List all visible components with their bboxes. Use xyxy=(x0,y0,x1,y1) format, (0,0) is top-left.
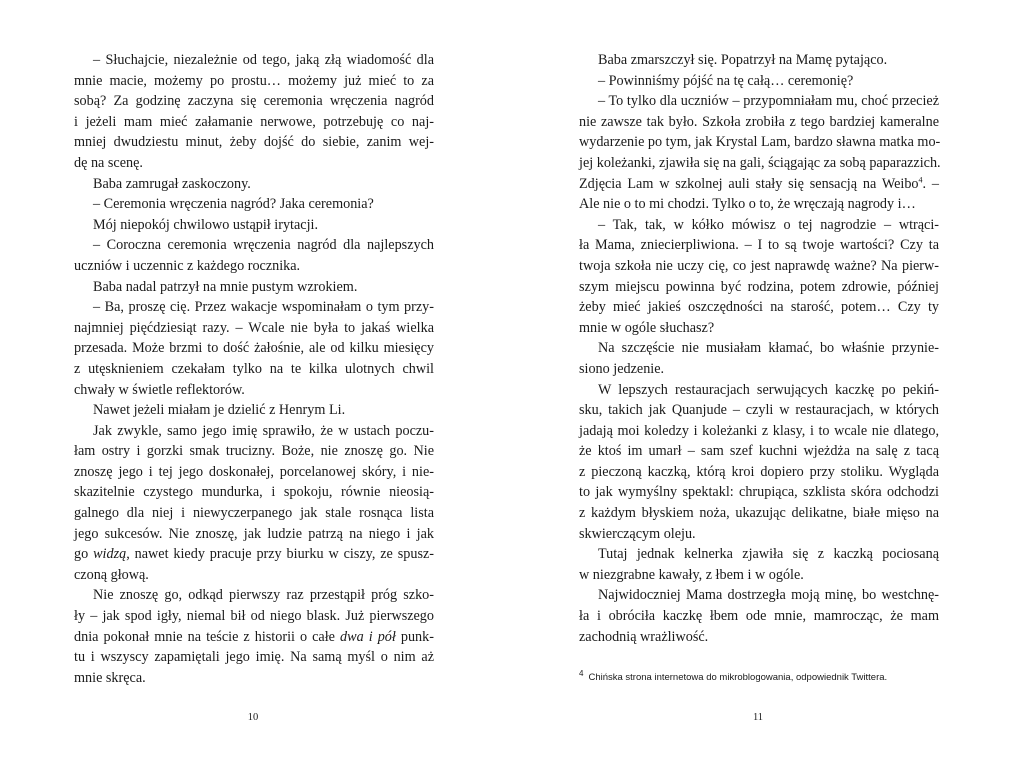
text-line: z każdym błyskiem noża, ukazując delikatne, białe mięso na xyxy=(579,505,939,522)
text-line: Mój niepokój chwilowo ustąpił irytacji. xyxy=(93,216,318,233)
text-line: czoną głową. xyxy=(74,566,149,583)
text-line: mnie w ogóle słuchasz? xyxy=(579,319,715,336)
text-line: – Coroczna ceremonia wręczenia nagród dla najlepszych xyxy=(93,237,434,254)
text-line: siono jedzenie. xyxy=(579,360,665,377)
text-line: – Tak, tak, w kółko mówisz o tej nagrodzie – wtrąci- xyxy=(598,216,939,233)
text-line: Tutaj jednak kelnerka zjawiła się z kaczką pociosaną xyxy=(598,546,939,563)
text-line: wydarzenie po tym, jak Krystal Lam, bardzo sławna matka mo- xyxy=(579,134,941,151)
text-line: tu i wszyscy zapamiętali jego imię. Na samą myśl o nim aż xyxy=(74,649,434,666)
text-line: zachodnią wrażliwość. xyxy=(579,628,709,645)
text-line: ła Mama, zniecierpliwiona. – I to są twoje wartości? Czy ta xyxy=(579,237,939,254)
text-line: jej koleżanki, zjawiła się na gali, ściągając za sobą paparazzich. xyxy=(579,154,941,171)
footnote xyxy=(579,668,887,684)
text-line: w niezgrabne kawały, z łbem i w ogóle. xyxy=(579,566,804,583)
text-line: skwierczącym oleju. xyxy=(579,525,696,542)
text-line: z utęsknieniem czekałam tylko na te kilka ulotnych chwil xyxy=(74,360,434,377)
text-line: żeby mieć jakieś oszczędności na starość, potem… Czy ty xyxy=(579,299,939,316)
text-line: szym miejscu powinna być rodzina, potem zdrowie, później xyxy=(579,278,939,295)
text-line: mniej dwudziestu minut, żeby dojść do siebie, zanim wej- xyxy=(74,134,434,151)
text-line: Najwidoczniej Mama dostrzegła moją minę, bo westchnę- xyxy=(598,587,939,604)
text-line: sobą? Za godzinę zaczyna się ceremonia wręczenia nagród xyxy=(74,93,434,110)
text-line: – To tylko dla uczniów – przypomniałam mu, choć przecież xyxy=(598,93,939,110)
text-line: Baba zamrugał zaskoczony. xyxy=(93,175,251,192)
text-line: go widzą, nawet kiedy pracuje przy biurku w ciszy, ze spusz- xyxy=(74,546,434,563)
text-line: Baba zmarszczył się. Popatrzył na Mamę pytająco. xyxy=(598,52,888,68)
text-line: Baba nadal patrzył na mnie pustym wzrokiem. xyxy=(93,278,358,295)
left-page xyxy=(74,50,434,688)
text-line: znoszę jego i tej jego doskonałej, porcelanowej skóry, i nie- xyxy=(74,463,434,480)
text-line: sku, takich jak Quanjude – czyli w restauracjach, w których xyxy=(579,402,939,419)
text-line: – Powinniśmy pójść na tę całą… ceremonię? xyxy=(598,72,854,89)
page-number-left: 10 xyxy=(247,712,259,723)
text-line: Ale nie o to mi chodzi. Tylko o to, że wręczają nagrody i… xyxy=(579,196,916,213)
text-line: łam ostry i gorzki smak trucizny. Boże, nie znoszę go. Nie xyxy=(74,443,434,460)
text-line: – Słuchajcie, niezależnie od tego, jaką złą wiadomość dla xyxy=(93,52,434,68)
page-number-right: 11 xyxy=(752,712,764,723)
text-line: przesada. Może brzmi to dość żałośnie, ale od kilku miesięcy xyxy=(74,340,434,357)
text-line: – Ceremonia wręczenia nagród? Jaka ceremonia? xyxy=(93,196,374,213)
text-line: jego sukcesów. Nie znoszę, jak ludzie patrzą na niego i jak xyxy=(74,525,434,542)
text-line: chwały w świetle reflektorów. xyxy=(74,381,245,398)
text-line: mnie macie, możemy po prostu… możemy już mieć to za xyxy=(74,72,434,89)
footnote-mark: 4 xyxy=(579,669,584,678)
text-line: dnia pokonał mnie na teście z historii o całe dwa i pół punk- xyxy=(74,628,434,645)
text-line: z pieczoną kaczką, którą kroi dopiero przy stoliku. Wygląda xyxy=(579,463,939,480)
text-line: Nawet jeżeli miałam je dzielić z Henrym Li. xyxy=(93,402,346,419)
text-line: to jak wymyślny spektakl: chrupiąca, szklista skóra odchodzi xyxy=(579,484,939,501)
text-line: uczniów i uczennic z każdego rocznika. xyxy=(74,257,301,274)
text-line: ły – jak spod igły, niemal bił od niego blask. Już pierwszego xyxy=(74,608,434,625)
text-line: ła i obróciła kaczkę łbem ode mnie, mamrocząc, że mam xyxy=(579,608,939,625)
right-page xyxy=(579,50,939,647)
text-line: Zdjęcia Lam w szkolnej auli stały się sensacją na Weibo$^4$. – xyxy=(579,174,939,192)
text-line: że ktoś im umarł – sam szef kuchni wjeżdża na salę z tacą xyxy=(579,443,939,460)
text-line: i jeżeli mam mieć załamanie nerwowe, potrzebuję co naj- xyxy=(74,113,434,130)
text-line: Nie znoszę go, odkąd pierwszy raz przestąpił próg szko- xyxy=(93,587,434,604)
text-line: najmniej pięćdziesiąt razy. – Wcale nie była to jakaś wielka xyxy=(74,319,434,336)
text-line: jadają moi koledzy i koleżanki z klasy, i to wcale nie dlatego, xyxy=(579,422,939,439)
text-line: twoja szkoła nie uczy cię, co jest naprawdę ważne? Na pierw- xyxy=(579,257,939,274)
text-line: Na szczęście nie musiałam kłamać, bo właśnie przynie- xyxy=(598,340,939,357)
text-line: – Ba, proszę cię. Przez wakacje wspominałam o tym przy- xyxy=(93,299,434,316)
text-line: dę na scenę. xyxy=(74,154,143,171)
text-line: galnego dla niej i niewyczerpanego jak stale rosnąca lista xyxy=(74,505,434,522)
text-line: Jak zwykle, samo jego imię sprawiło, że w ustach poczu- xyxy=(93,422,434,439)
footnote-text: Chińska strona internetowa do mikroblogowania, odpowiednik Twittera. xyxy=(588,672,888,683)
text-line: skazitelnie czystego mundurka, i spokoju, równie nieosią- xyxy=(74,484,434,501)
text-line: mnie skręca. xyxy=(74,669,146,686)
text-line: nie zawsze tak było. Szkoła zrobiła z tego bardziej kameralne xyxy=(579,113,939,130)
text-line: W lepszych restauracjach serwujących kaczkę po pekiń- xyxy=(598,381,939,398)
